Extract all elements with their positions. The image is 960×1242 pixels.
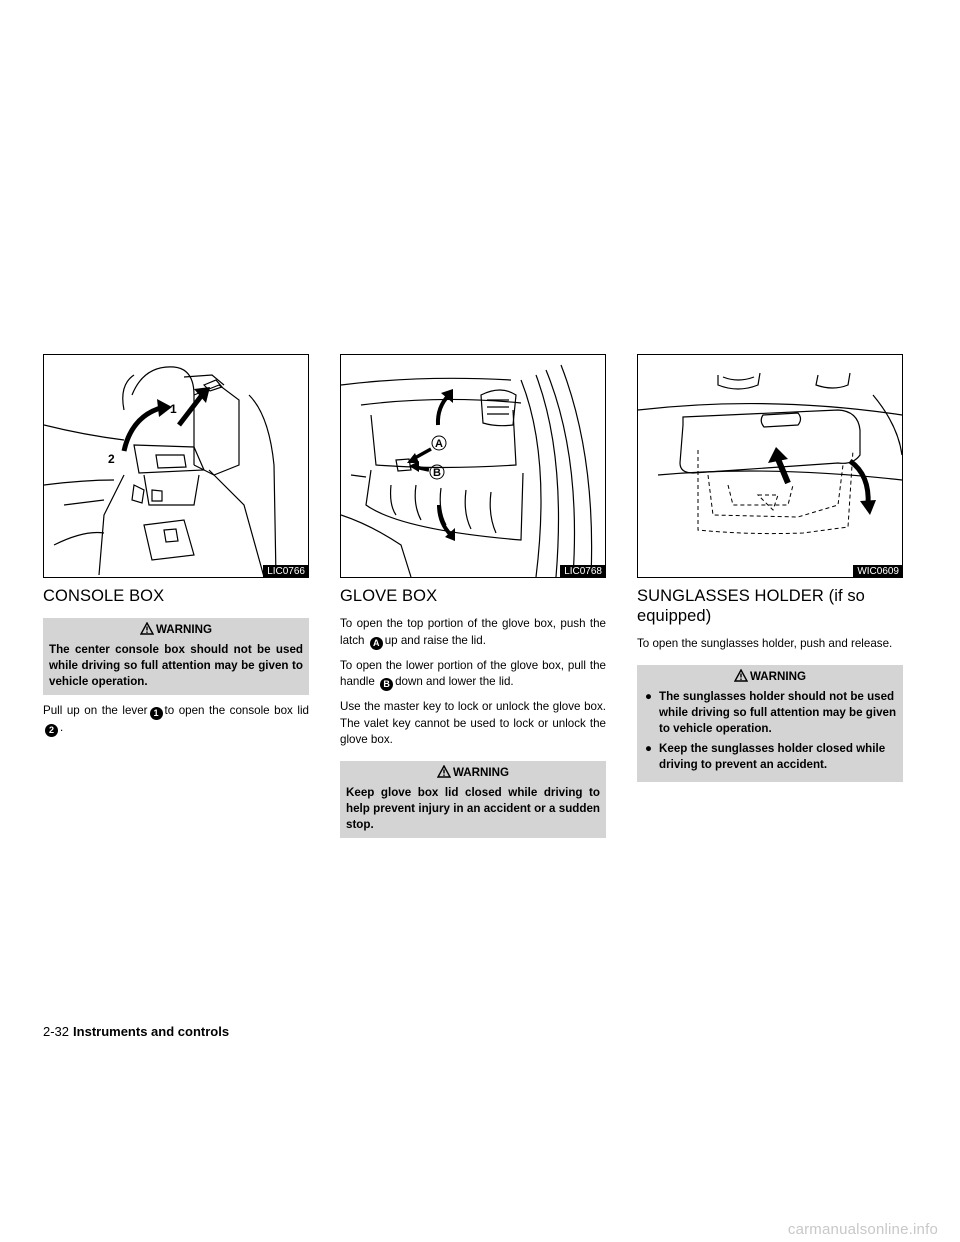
section-heading: SUNGLASSES HOLDER (if so equipped) <box>637 587 865 625</box>
glove-box-drawing <box>341 355 605 577</box>
warning-text: Keep glove box lid closed while driving to help prevent injury in an accident or a sudden stop. <box>346 785 600 831</box>
marker-A-icon: A <box>370 637 383 650</box>
glove-box-illustration <box>340 354 606 578</box>
body-paragraph: Use the master key to lock or unlock the glove box. The valet key cannot be used to lock or unlock the glove box. <box>340 700 606 746</box>
bullet-icon: ● <box>645 741 653 755</box>
glove-box-section <box>340 354 606 846</box>
console-box-section <box>43 354 309 745</box>
warning-list-item <box>643 741 897 773</box>
warning-triangle-icon <box>140 622 154 635</box>
bullet-icon: ● <box>645 689 653 703</box>
figure-label-B: B <box>433 467 441 479</box>
warning-box <box>43 618 309 695</box>
warning-list <box>643 689 897 773</box>
figure-code: WIC0609 <box>853 565 902 577</box>
warning-title-text: WARNING <box>155 623 213 636</box>
warning-title-text: WARNING <box>452 765 510 779</box>
body-text: down and lower the lid. <box>395 675 514 688</box>
warning-title-text: WARNING <box>749 669 807 683</box>
body-text: Pull up on the lever <box>43 704 148 717</box>
section-heading: CONSOLE BOX <box>43 587 165 605</box>
warning-triangle-icon <box>734 669 748 682</box>
figure-code: LIC0766 <box>263 565 308 577</box>
body-paragraph <box>340 658 606 692</box>
figure-label-1: 1 <box>170 402 177 416</box>
sunglasses-holder-section <box>637 354 903 790</box>
body-text: To open the top portion of the glove box, push the latch <box>340 617 606 647</box>
figure-label-A: A <box>435 438 443 450</box>
warning-box <box>340 761 606 838</box>
warning-list-item <box>643 689 897 737</box>
body-text: . <box>60 721 64 734</box>
marker-B-icon: B <box>380 678 393 691</box>
body-text: To open the lower portion of the glove box, pull the handle <box>340 658 606 688</box>
sunglasses-holder-drawing <box>638 355 902 577</box>
warning-title <box>49 622 303 638</box>
sunglasses-holder-illustration <box>637 354 903 578</box>
warning-item-text: The sunglasses holder should not be used while driving so full attention may be given to vehicle operation. <box>659 689 897 735</box>
marker-1-icon: 1 <box>150 707 163 720</box>
console-box-illustration <box>43 354 309 578</box>
warning-title <box>346 765 600 781</box>
body-paragraph <box>43 703 309 737</box>
warning-title <box>643 669 897 685</box>
page-number: 2-32 <box>43 1024 70 1039</box>
body-paragraph <box>340 616 606 650</box>
body-text: up and raise the lid. <box>384 633 486 647</box>
warning-box <box>637 665 903 782</box>
console-box-drawing <box>44 355 308 577</box>
page-footer <box>43 1024 229 1040</box>
warning-text: The center console box should not be used while driving so full attention may be given to vehicle operation. <box>49 643 303 688</box>
section-heading: GLOVE BOX <box>340 587 438 605</box>
warning-item-text: Keep the sunglasses holder closed while driving to prevent an accident. <box>659 741 886 771</box>
figure-code: LIC0768 <box>560 565 605 577</box>
footer-section-title: Instruments and controls <box>73 1024 230 1039</box>
warning-triangle-icon <box>437 765 451 778</box>
body-paragraph: To open the sunglasses holder, push and release. <box>637 637 893 650</box>
marker-2-icon: 2 <box>45 724 58 737</box>
body-text: to open the console box lid <box>164 704 309 717</box>
watermark: carmanualsonline.info <box>787 1221 938 1238</box>
figure-label-2: 2 <box>108 452 115 466</box>
